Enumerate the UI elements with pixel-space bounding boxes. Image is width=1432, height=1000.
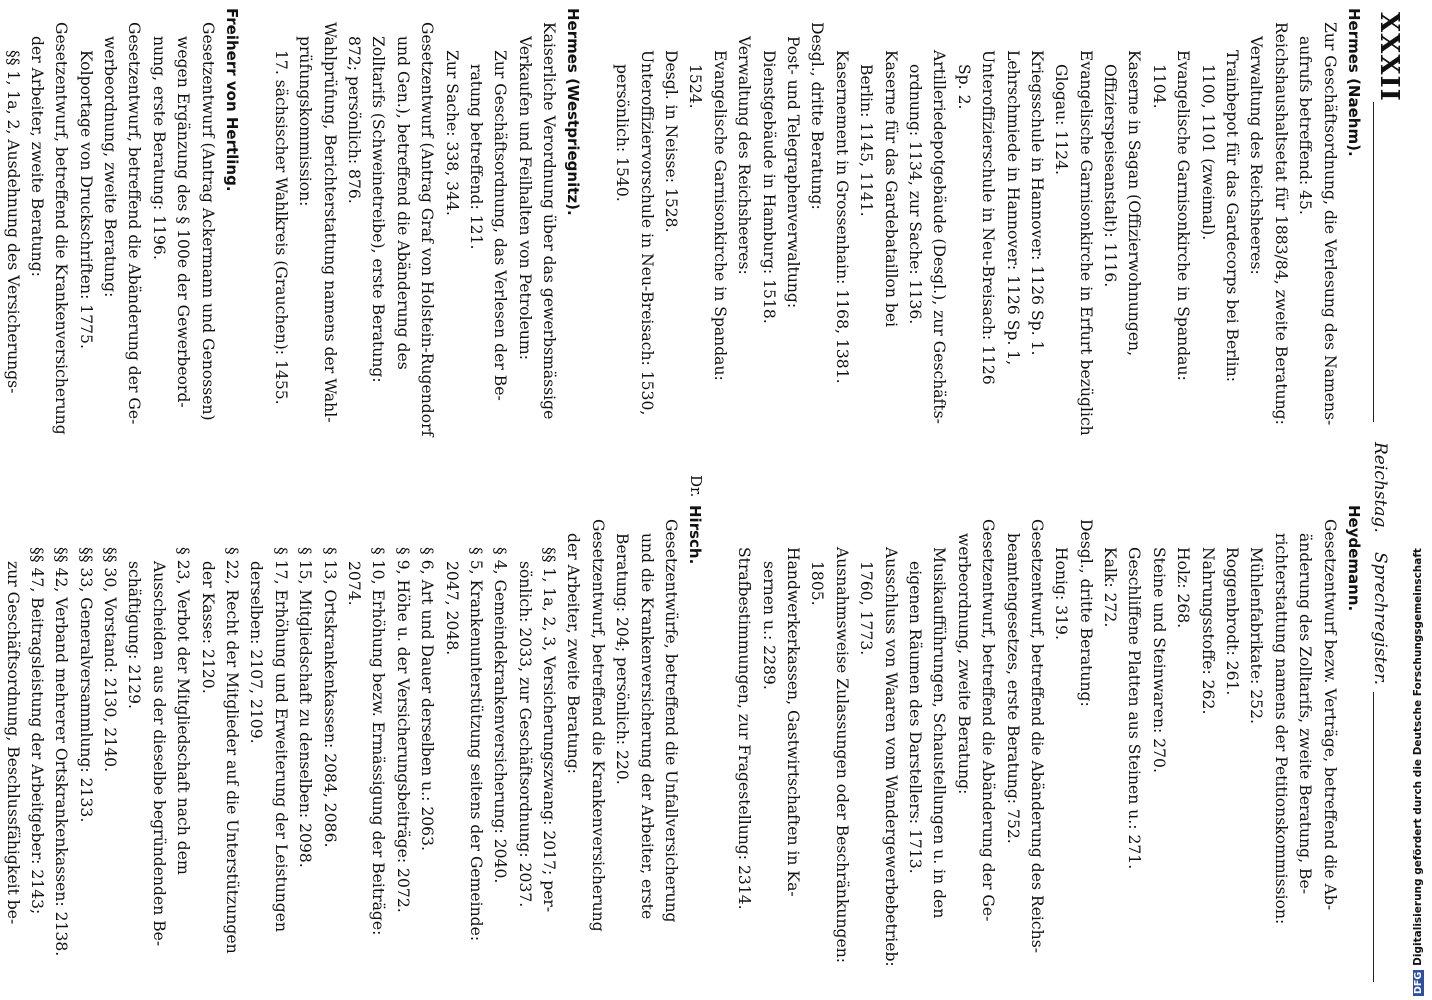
index-line: §§ 30, Vorstand: 2130, 2140. [101, 547, 120, 773]
index-line: Gesetzentwurf (Antrag Graf von Holstein-Rugendorf [418, 22, 437, 437]
index-line: § 22, Recht der Mitglieder auf die Unterstützungen [223, 547, 242, 954]
index-line: Ausnahmsweise Zulassungen oder Beschränkungen: [832, 547, 851, 964]
index-line: Musikaufführungen, Schaustellungen u. in den [930, 547, 949, 919]
index-line: ordnung: 1134, zur Sache: 1136. [905, 64, 924, 325]
index-line: eigenen Räumen des Darstellers: 1713. [905, 561, 924, 874]
index-line: 2047, 2048. [442, 561, 461, 656]
right-column [0, 475, 1366, 975]
speaker-name: Heydemann. [1345, 505, 1363, 612]
index-line: Evangelische Garnisonkirche in Spandau: [710, 50, 729, 381]
index-line: §§ 42, Verband mehrerer Ortskrankenkassen: 2138. [52, 547, 71, 957]
speaker-name: Freiherr von Hertling. [223, 8, 242, 192]
index-line: sönlich: 2033, zur Geschäftsordnung: 2037. [515, 561, 534, 908]
index-line: Desgl., dritte Beratung: [808, 22, 827, 210]
index-line: der Kasse: 2120. [198, 561, 217, 694]
index-line: Kolportage von Druckschriften: 1775. [76, 50, 95, 349]
index-line: Lehrschmiede in Hannover: 1126 Sp. 1, [1003, 50, 1022, 366]
index-line: Gesetzentwurf bezw. Verträge, betreffend die Ab- [1320, 519, 1339, 911]
index-line: Zur Sache: 338, 344. [442, 50, 461, 216]
speaker-name: Hermes (Naehm). [1345, 8, 1363, 157]
index-line: Kasernement in Grossenhain: 1168, 1381. [832, 50, 851, 384]
index-line: § 15, Mitgliedschaft zu denselben: 2098. [296, 547, 315, 868]
index-line: ratung betreffend: 121. [466, 64, 485, 250]
index-line: nung, erste Beratung: 1196. [149, 36, 168, 260]
index-line: 1104. [1149, 64, 1168, 109]
index-line: Unteroffizierschule in Neu-Breisach: 1126 [979, 50, 998, 385]
page-header [1364, 12, 1404, 982]
index-line: § 5, Krankenunterstützung seitens der Gemeinde: [466, 547, 485, 942]
index-line: § 4, Gemeindekrankenversicherung: 2040. [491, 547, 510, 884]
index-line: Desgl., dritte Beratung: [1076, 519, 1095, 707]
index-line: Geschliffene Platten aus Steinen u.: 271. [1125, 547, 1144, 870]
index-line: Zur Geschäftsordnung, die Verlesung des Namens- [1320, 22, 1339, 426]
index-line: Roggenbrodt: 261. [1223, 547, 1242, 696]
running-subtitle: Sprechregister. [1370, 552, 1390, 685]
index-line: Gesetzentwurf, betreffend die Krankenversicherung [52, 22, 71, 435]
index-line: Nahrungsstoffe: 262. [1198, 547, 1217, 715]
index-line: derselben: 2107, 2109. [247, 561, 266, 744]
index-line: Gesetzentwurf (Antrag Ackermann und Genossen) [198, 22, 217, 421]
index-line: persönlich: 1540. [613, 64, 632, 202]
index-line: § 13, Ortskrankenkassen: 2084, 2086. [320, 547, 339, 848]
index-line [586, 8, 610, 478]
index-line: §§ 1, 1a, 2, 3, Versicherungszwang: 2017; per- [540, 547, 559, 913]
index-line: Strafbestimmungen, zur Fragestellung: 2314. [735, 547, 754, 910]
index-line: beamtengesetzes, erste Beratung: 752. [1003, 533, 1022, 844]
index-line: Sp. 2. [954, 64, 973, 110]
index-line: der Arbeiter, zweite Beratung: [564, 533, 583, 774]
index-line: sernen u.: 2289. [759, 561, 778, 690]
index-line: §§ 33, Generalversammlung: 2133. [76, 547, 95, 823]
header-rule-left [1373, 102, 1374, 422]
index-line: Verwaltung des Reichsheeres: [1247, 36, 1266, 275]
index-line: 1100, 1101 (zweimal). [1198, 64, 1217, 241]
index-line: Trainbepot für das Gardecorps bei Berlin: [1223, 50, 1242, 382]
index-line: §§ 1, 1a, 2, Ausdehnung des Versicherungs- [3, 50, 22, 394]
index-line [707, 505, 731, 975]
index-line: 1524. [686, 64, 705, 109]
index-line: der Arbeiter, zweite Beratung: [27, 36, 46, 277]
index-line: Honig: 319. [1052, 547, 1071, 640]
index-line: Verkaufen und Feilhalten von Petroleum: [515, 36, 534, 360]
index-line: Artilleriedepotgebäude (Desgl.), zur Geschäfts- [930, 50, 949, 424]
index-line: Evangelische Garnisonkirche in Spandau: [1174, 50, 1193, 381]
index-line: Glogau: 1124. [1052, 64, 1071, 176]
index-line: 17. sächsischer Wahlkreis (Grauchen): 1455. [271, 50, 290, 405]
index-line: 2074. [344, 561, 363, 606]
index-line: 1805. [808, 561, 827, 606]
page-number: XXXII [1374, 12, 1404, 102]
index-line: Ausscheiden aus der dieselbe begründenden Be- [149, 561, 168, 947]
index-line: Kaserne in Sagan (Offizierwohnungen, [1125, 50, 1144, 357]
index-line: Wahlprüfung, Berichterstattung namens der Wahl- [320, 22, 339, 423]
index-line: Dienstgebäude in Hamburg: 1518. [759, 50, 778, 324]
index-line: aufrufs betreffend: 45. [1296, 36, 1315, 215]
index-line: Verwaltung des Reichsheeres: [735, 36, 754, 275]
index-line: schäftigung: 2129. [125, 561, 144, 710]
index-line [244, 8, 268, 478]
index-line: Gesetzentwurf, betreffend die Abänderung des Reichs- [1027, 519, 1046, 953]
speaker-name: Hirsch. [686, 505, 705, 565]
index-line: § 23, Verbot der Mitgliedschaft nach dem [174, 547, 193, 875]
index-line: § 6, Art und Dauer derselben u.: 2063. [418, 547, 437, 851]
index-line: Mühlenfabrikate: 252. [1247, 547, 1266, 724]
index-line: Gesetzentwurf, betreffend die Abänderung der Ge- [125, 22, 144, 425]
index-line: Gesetzentwurf, betreffend die Krankenversicherung [588, 519, 607, 932]
index-line: und Gen.), betreffend die Abänderung des [393, 36, 412, 370]
rotated-page-content [3, 0, 1410, 1000]
index-line: §§ 47, Beitragsleistung der Arbeitgeber: 2143; [27, 547, 46, 915]
index-line: Holz: 268. [1174, 547, 1193, 629]
index-line: Desgl. in Neisse: 1528. [662, 50, 681, 233]
left-column [0, 8, 1366, 478]
index-line: Beratung: 204; persönlich: 220. [613, 533, 632, 785]
index-line: werbeordnung, zweite Beratung: [101, 36, 120, 298]
index-line: 1760, 1773. [857, 561, 876, 656]
index-line: Kalk: 272. [1101, 547, 1120, 628]
index-line: änderung des Zolltarifs, zweite Beratung, Be- [1296, 533, 1315, 894]
dfg-logo: DFG [1413, 971, 1424, 994]
index-line: Offizierspeiseanstalt): 1116. [1101, 64, 1120, 288]
dfg-footer-text: Digitalisierung gefördert durch die Deutsche Forschungsgemeinschaft [1412, 548, 1424, 966]
index-line: Steine und Steinwaren: 270. [1149, 547, 1168, 773]
index-line: Gesetzentwürfe, betreffend die Unfallversicherung [662, 519, 681, 923]
index-line: Zur Geschäftsordnung, das Verlesen der Be- [491, 50, 510, 401]
index-line: Gesetzentwurf, betreffend die Abänderung der Ge- [979, 519, 998, 922]
index-line: Unteroffiziervorschule in Neu-Breisach: 1530, [637, 50, 656, 416]
index-line: und die Krankenversicherung der Arbeiter, erste [637, 533, 656, 920]
dfg-footer [1412, 548, 1432, 996]
index-line: Post- und Telegraphenverwaltung: [784, 36, 803, 309]
index-line: Berlin: 1145, 1141. [857, 64, 876, 217]
index-line: richterstattung namens der Petitionskommission: [1271, 533, 1290, 925]
index-line: werbeordnung, zweite Beratung: [954, 533, 973, 795]
index-line: prüfungskommission: [296, 36, 315, 207]
header-rule-right [1373, 692, 1374, 982]
speaker-name: Hermes (Westpriegnitz). [564, 8, 583, 216]
index-line: § 10, Erhöhung bezw. Ermässigung der Beiträge: [369, 547, 388, 936]
index-line: Ausschluss von Waaren vom Wandergewerbebetrieb: [881, 547, 900, 967]
index-line: Zolltarifs (Schweinetreibe), erste Beratung: [369, 36, 388, 383]
index-line: Reichshaushaltsetat für 1883/84, zweite Beratung: [1271, 22, 1290, 425]
index-line: wegen Ergänzung des § 100e der Gewerbeord- [174, 36, 193, 408]
running-title: Reichstag. [1370, 442, 1390, 533]
index-line: § 9, Höhe u. der Versicherungsbeiträge: 2072. [393, 547, 412, 913]
index-line: 872; persönlich: 876. [344, 36, 363, 204]
index-line: Kaserne für das Gardebataillon bei [881, 50, 900, 328]
index-line: § 17, Erhöhung und Erweiterung der Leistungen [271, 547, 290, 933]
index-line: Kriegsschule in Hannover: 1126 Sp. 1. [1027, 50, 1046, 356]
title-dr-label: Dr. [687, 475, 705, 498]
index-line: Kaiserliche Verordnung über das gewerbsmässige [540, 22, 559, 420]
index-line: Handwerkerkassen, Gastwirtschaften in Ka- [784, 547, 803, 897]
index-line: zur Geschäftsordnung, Beschlussfähigkeit be- [3, 561, 22, 925]
index-line: Evangelische Garnisonkirche in Erfurt bezüglich [1076, 50, 1095, 436]
